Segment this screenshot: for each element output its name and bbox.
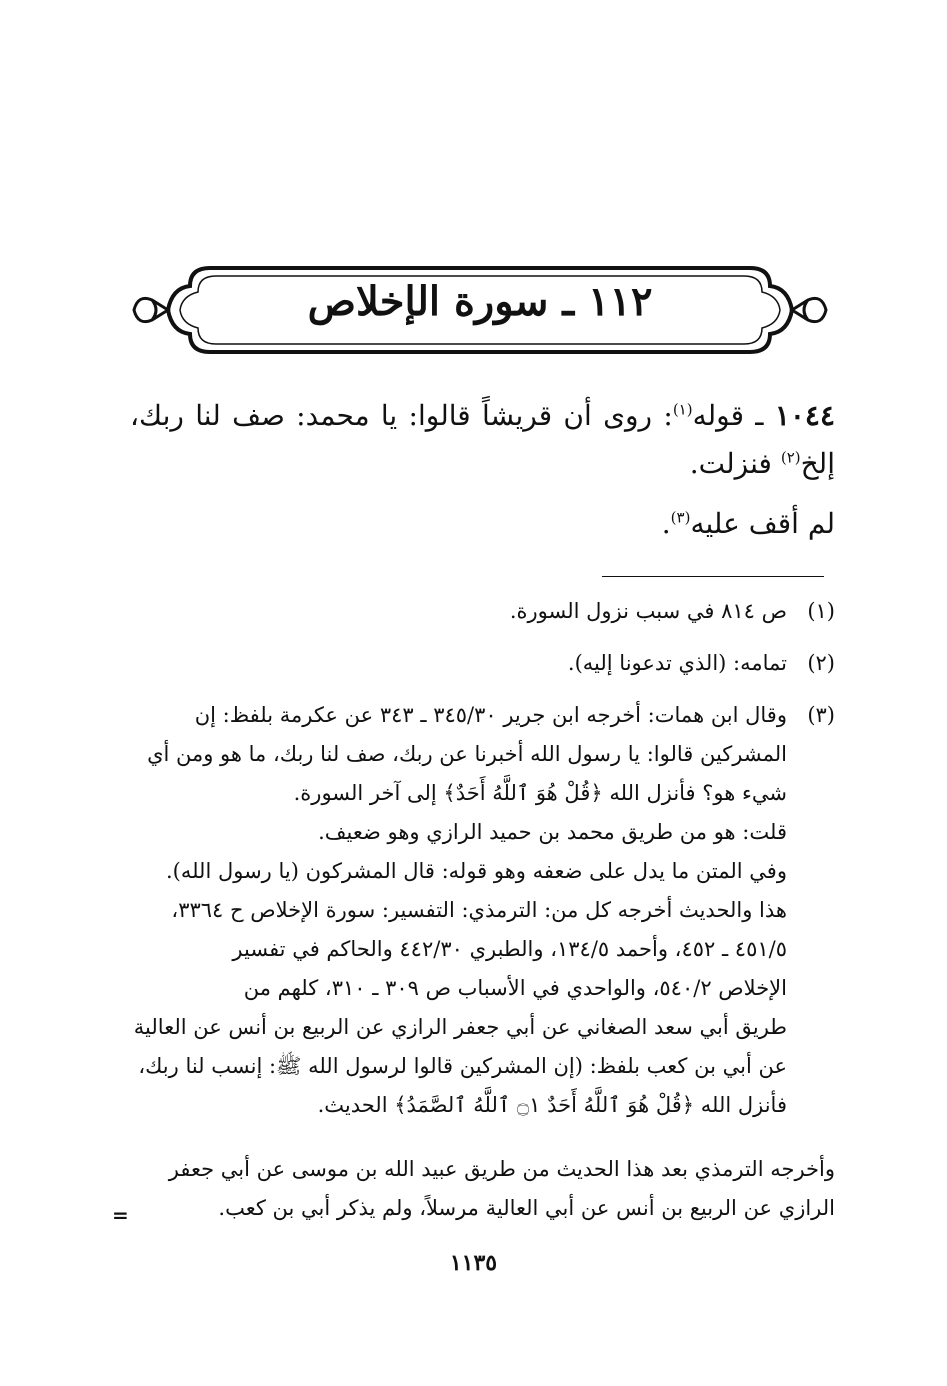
surah-title-banner <box>130 258 830 362</box>
footnote-line: قلت: هو من طريق محمد بن حميد الرازي وهو ضعيف. <box>318 820 787 844</box>
footnote-2 <box>130 644 835 683</box>
continuation-mark: = <box>112 1203 129 1227</box>
footnote-line: طريق أبي سعد الصغاني عن أبي جعفر الرازي عن الربيع بن أنس عن العالية <box>133 1015 787 1039</box>
footnote-line: وفي المتن ما يدل على ضعفه وهو قوله: قال المشركون (يا رسول الله). <box>165 859 787 883</box>
footnote-number: (٢) <box>807 651 835 675</box>
footnote-line: فأنزل الله ﴿قُلْ هُوَ ٱللَّهُ أَحَدٌ ۝١ ٱللَّهُ ٱلصَّمَدُ﴾ الحديث. <box>317 1093 787 1117</box>
footnote-text: ص ٨١٤ في سبب نزول السورة. <box>509 599 787 623</box>
footnote-line <box>130 696 835 735</box>
footnote-line: عن أبي بن كعب بلفظ: (إن المشركين قالوا لرسول الله ﷺ: إنسب لنا ربك، <box>138 1054 787 1078</box>
comment-line <box>130 500 835 548</box>
footnote-ref-3: (٣) <box>670 508 691 527</box>
footnote-separator <box>602 576 824 577</box>
footnote-text: وقال ابن همات: أخرجه ابن جرير ٣٤٥/٣٠ ـ ٣٤٣ عن عكرمة بلفظ: إن <box>194 703 787 727</box>
footnote-line: شيء هو؟ فأنزل الله ﴿قُلْ هُوَ ٱللَّهُ أَحَدٌ﴾ إلى آخر السورة. <box>293 781 787 805</box>
comment-end: . <box>661 507 671 540</box>
surah-title: ١١٢ ـ سورة الإخلاص <box>307 278 653 325</box>
footnote-text: تمامه: (الذي تدعونا إليه). <box>567 651 787 675</box>
entry-paragraph <box>130 392 835 488</box>
footnote-3-tail <box>130 1150 835 1228</box>
footnote-ref-2: (٢) <box>780 448 801 467</box>
entry-text-start: ـ قوله <box>692 399 775 432</box>
footnote-line: المشركين قالوا: يا رسول الله أخبرنا عن ربك، صف لنا ربك، ما هو ومن أي <box>147 742 787 766</box>
footnote-number: (١) <box>807 599 835 623</box>
footnote-line: وأخرجه الترمذي بعد هذا الحديث من طريق عبيد الله بن موسى عن أبي جعفر <box>168 1157 835 1181</box>
entry-number: ١٠٤٤ <box>774 399 835 432</box>
footnote-line: الإخلاص ٥٤٠/٢، والواحدي في الأسباب ص ٣٠٩ ـ ٣١٠، كلهم من <box>243 976 787 1000</box>
comment-text: لم أقف عليه <box>690 507 835 540</box>
footnote-line: هذا والحديث أخرجه كل من: الترمذي: التفسير: سورة الإخلاص ح ٣٣٦٤، <box>171 898 787 922</box>
footnote-1 <box>130 592 835 631</box>
footnote-ref-1: (١) <box>672 400 693 419</box>
footnote-3 <box>130 696 835 1125</box>
entry-text-end: فنزلت. <box>689 447 781 480</box>
page-number: ١١٣٥ <box>449 1250 498 1276</box>
footnote-line: الرازي عن الربيع بن أنس عن أبي العالية مرسلاً، ولم يذكر أبي بن كعب. <box>218 1196 835 1220</box>
footnote-number: (٣) <box>807 703 835 727</box>
footnote-line: ٤٥١/٥ ـ ٤٥٢، وأحمد ١٣٤/٥، والطبري ٤٤٢/٣٠ والحاكم في تفسير <box>232 937 787 961</box>
entry-text-mid: : روى أن قريشاً قالوا: يا محمد: صف لنا ربك، إلخ <box>130 399 835 480</box>
